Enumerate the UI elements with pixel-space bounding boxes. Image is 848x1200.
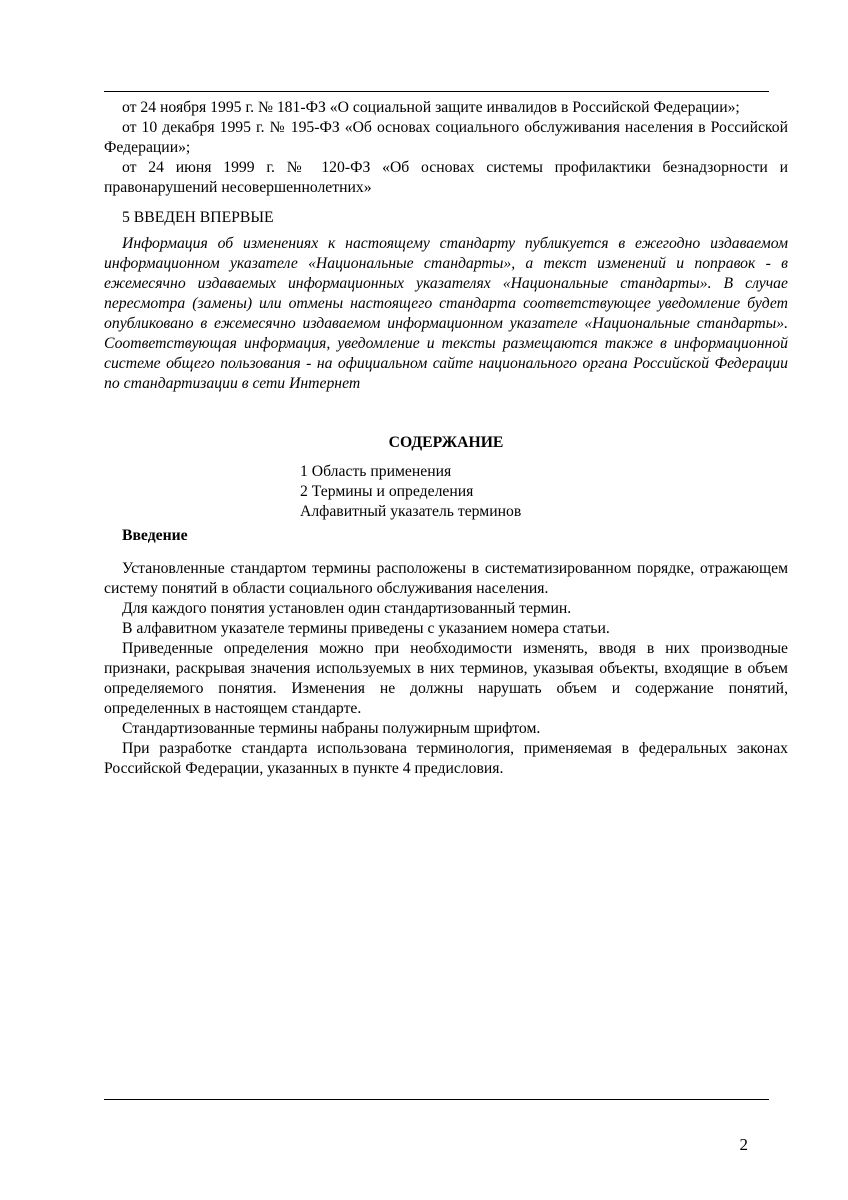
toc-item: 1 Область применения — [300, 463, 452, 480]
header-rule — [104, 91, 769, 92]
law-reference: от 24 ноября 1995 г. № 181-ФЗ «О социальной защите инвалидов в Российской Федерации»; — [122, 99, 740, 116]
toc-title: СОДЕРЖАНИЕ — [388, 434, 504, 451]
page-number: 2 — [739, 1135, 748, 1154]
amendments-notice: Информация об изменениях к настоящему стандарту публикуется в ежегодно издаваемом информационном указателе «Национальные стандарты», а текст изменений и поправок - в ежемесячно издаваемых информационных указателях «Национальные стандарты». В случае пересмотра (замены) или отмены настоящего стандарта соответствующее уведомление будет опубликовано в ежемесячно издаваемом информационном указателе «Национальные стандарты». Соответствующая информация, уведомление и тексты размещаются также в информационной системе общего пользования - на официальном сайте национального органа Российской Федерации по стандартизации в сети Интернет — [104, 235, 788, 392]
toc-item: 2 Термины и определения — [300, 483, 474, 500]
introduction-heading: Введение — [122, 527, 188, 544]
law-reference: от 24 июня 1999 г. № 120-ФЗ «Об основах системы профилактики безнадзорности и правонарушений несовершеннолетних» — [104, 159, 788, 196]
document-body — [104, 98, 788, 779]
toc-item: Алфавитный указатель терминов — [300, 503, 522, 520]
law-reference: от 10 декабря 1995 г. № 195-ФЗ «Об основах социального обслуживания населения в Российской Федерации»; — [104, 119, 788, 156]
introduction-paragraph: Стандартизованные термины набраны полужирным шрифтом. — [122, 720, 541, 737]
toc-list — [300, 462, 788, 522]
footer-rule — [104, 1099, 769, 1100]
introduction-paragraph: Для каждого понятия установлен один стандартизованный термин. — [122, 600, 572, 617]
introduction-paragraph: В алфавитном указателе термины приведены с указанием номера статьи. — [122, 620, 610, 637]
introduction-paragraph: Установленные стандартом термины расположены в систематизированном порядке, отражающем систему понятий в области социального обслуживания населения. — [104, 560, 788, 597]
introduction-paragraph: Приведенные определения можно при необходимости изменять, вводя в них производные признаки, раскрывая значения используемых в них терминов, указывая объекты, входящие в объем определяемого понятия. Изменения не должны нарушать объем и содержание понятий, определенных в настоящем стандарте. — [104, 640, 788, 717]
introduction-paragraph: При разработке стандарта использована терминология, применяемая в федеральных законах Российской Федерации, указанных в пункте 4 предисловия. — [104, 740, 788, 777]
introduced-clause: 5 ВВЕДЕН ВПЕРВЫЕ — [122, 209, 274, 226]
